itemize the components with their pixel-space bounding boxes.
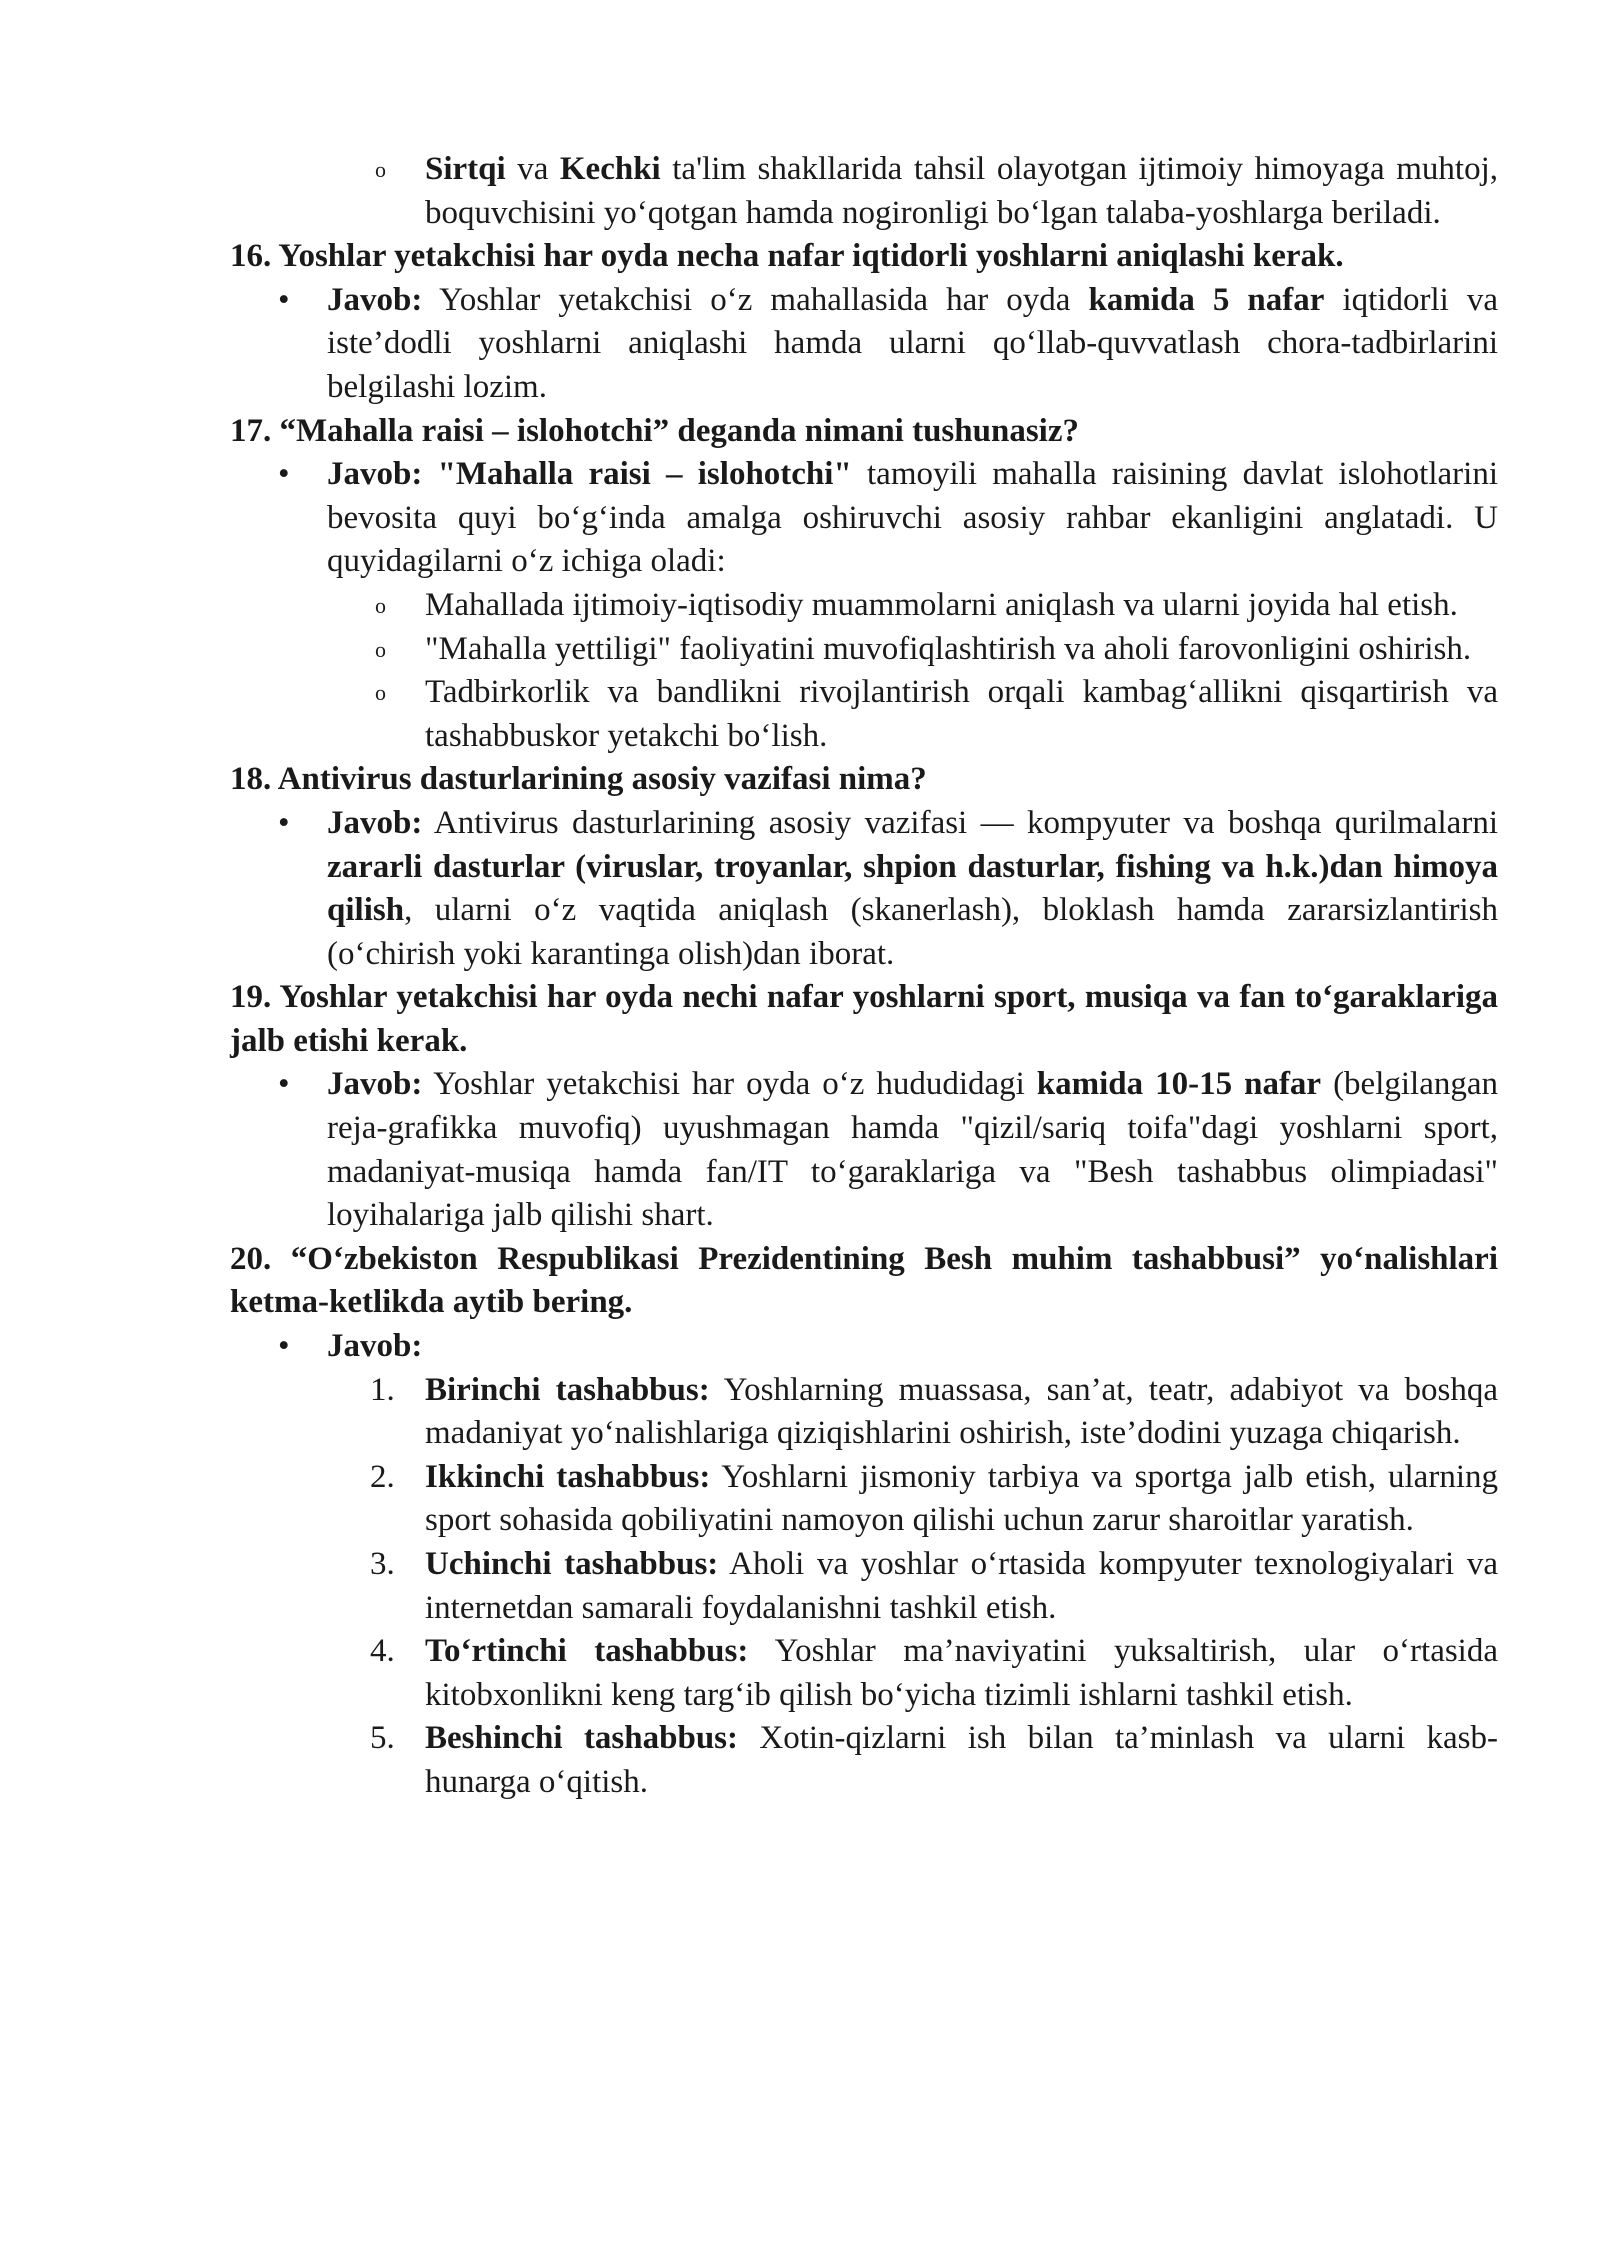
answer-20: • Javob: [230,1325,1498,1369]
numbered-item: 4. To‘rtinchi tashabbus: Yoshlar ma’naviyatini yuksaltirish, ular o‘rtasida kitobxonlikni keng targ‘ib qilish bo‘yicha tizimli ishlarni tashkil etish. [370,1633,1498,1713]
question-19: 19. Yoshlar yetakchisi har oyda nechi nafar yoshlarni sport, musiqa va fan to‘garaklariga jalb etishi kerak. [230,979,1498,1059]
document-page [230,148,1498,1805]
bullet-icon: • [278,1066,290,1103]
numbered-item: 5. Beshinchi tashabbus: Xotin-qizlarni ish bilan ta’minlash va ularni kasb-hunarga o‘qitish. [370,1720,1498,1800]
question-16: 16. Yoshlar yetakchisi har oyda necha nafar iqtidorli yoshlarni aniqlashi kerak. [230,238,1344,275]
answer-18: • Javob: Antivirus dasturlarining asosiy vazifasi — kompyuter va boshqa qurilmalarni zararli dasturlar (viruslar, troyanlar, shpion dasturlar, fishing va h.k.)dan himoya qilish, ularni o‘z vaqtida aniqlash (skanerlash), bloklash hamda zararsizlantirish (o‘chirish yoki karantinga olish)dan iborat. [230,802,1498,976]
sub-item: o Sirtqi va Kechki ta'lim shakllarida tahsil olayotgan ijtimoiy himoyaga muhtoj, boquvchisini yo‘qotgan hamda nogironligi bo‘lgan talaba-yoshlarga beriladi. [230,148,1498,235]
answer-17: • Javob: "Mahalla raisi – islohotchi" tamoyili mahalla raisining davlat islohotlarini bevosita quyi bo‘g‘inda amalga oshiruvchi asosiy rahbar ekanligini anglatadi. U quyidagilarni o‘z ichiga oladi: [230,453,1498,584]
numbered-item: 3. Uchinchi tashabbus: Aholi va yoshlar o‘rtasida kompyuter texnologiyalari va internetdan samarali foydalanishni tashkil etish. [370,1546,1498,1626]
question-18: 18. Antivirus dasturlarining asosiy vazifasi nima? [230,761,927,798]
question-17: 17. “Mahalla raisi – islohotchi” deganda nimani tushunasiz? [230,412,1079,449]
numbered-item: 2. Ikkinchi tashabbus: Yoshlarni jismoniy tarbiya va sportga jalb etish, ularning sport sohasida qobiliyatini namoyon qilishi uchun zarur sharoitlar yaratish. [370,1458,1498,1539]
bullet-icon: • [278,281,290,318]
sub-item: o "Mahalla yettiligi" faoliyatini muvofiqlashtirish va aholi farovonligini oshirish. [230,628,1498,672]
answer-19: • Javob: Yoshlar yetakchisi har oyda o‘z hududidagi kamida 10-15 nafar (belgilangan reja-grafikka muvofiq) uyushmagan hamda "qizil/sariq toifa"dagi yoshlarni sport, madaniyat-musiqa hamda fan/IT to‘garaklariga va "Besh tashabbus olimpiadasi" loyihalariga jalb qilishi shart. [230,1063,1498,1237]
circle-bullet-icon: o [375,157,386,182]
bullet-icon: • [278,804,290,841]
numbered-item: 1. Birinchi tashabbus: Yoshlarning muassasa, san’at, teatr, adabiyot va boshqa madaniyat yo‘nalishlariga qiziqishlarini oshirish, iste’dodini yuzaga chiqarish. [370,1371,1499,1452]
circle-bullet-icon: o [375,680,386,706]
question-20: 20. “O‘zbekiston Respublikasi Prezidentining Besh muhim tashabbusi” yo‘nalishlari ketma-ketlikda aytib bering. [230,1240,1498,1321]
circle-bullet-icon: o [375,592,386,618]
sub-item: o Mahallada ijtimoiy-iqtisodiy muammolarni aniqlash va ularni joyida hal etish. [230,584,1498,628]
bullet-icon: • [278,1328,290,1365]
bullet-icon: • [278,456,290,493]
answer-16: • Javob: Yoshlar yetakchisi o‘z mahallasida har oyda kamida 5 nafar iqtidorli va iste’dodli yoshlarni aniqlashi hamda ularni qo‘llab-quvvatlash chora-tadbirlarini belgilashi lozim. [230,279,1498,410]
sub-item: o Tadbirkorlik va bandlikni rivojlantirish orqali kambag‘allikni qisqartirish va tashabbuskor yetakchi bo‘lish. [230,671,1498,758]
circle-bullet-icon: o [375,636,386,662]
